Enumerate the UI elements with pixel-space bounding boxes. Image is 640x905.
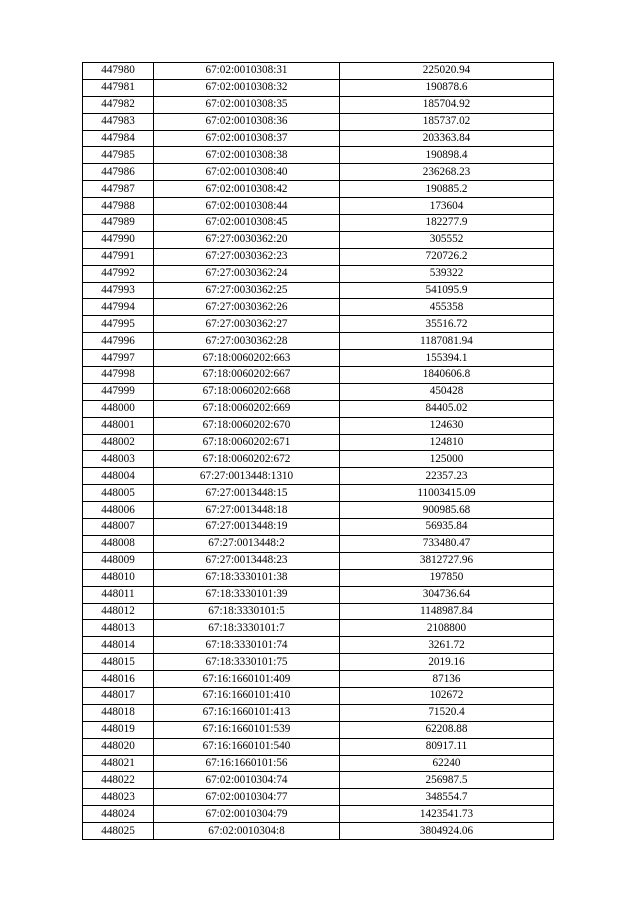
cadastral-value-cell: 155394.1 bbox=[340, 350, 554, 367]
row-id-cell: 447992 bbox=[83, 265, 154, 282]
table-row bbox=[83, 519, 554, 536]
row-id-cell: 447999 bbox=[83, 383, 154, 400]
table-row bbox=[83, 434, 554, 451]
cadastral-value-cell: 80917.11 bbox=[340, 738, 554, 755]
row-id-cell: 448018 bbox=[83, 704, 154, 721]
cadastral-number-cell: 67:27:0030362:25 bbox=[154, 282, 340, 299]
cadastral-number-cell: 67:16:1660101:540 bbox=[154, 738, 340, 755]
cadastral-value-cell: 256987.5 bbox=[340, 772, 554, 789]
row-id-cell: 448017 bbox=[83, 687, 154, 704]
cadastral-number-cell: 67:18:3330101:7 bbox=[154, 620, 340, 637]
cadastral-value-cell: 304736.64 bbox=[340, 586, 554, 603]
row-id-cell: 447980 bbox=[83, 63, 154, 80]
table-row bbox=[83, 620, 554, 637]
cadastral-number-cell: 67:02:0010308:38 bbox=[154, 147, 340, 164]
cadastral-value-cell: 305552 bbox=[340, 231, 554, 248]
cadastral-value-cell: 900985.68 bbox=[340, 502, 554, 519]
cadastral-number-cell: 67:16:1660101:413 bbox=[154, 704, 340, 721]
table-row bbox=[83, 282, 554, 299]
cadastral-number-cell: 67:18:3330101:5 bbox=[154, 603, 340, 620]
cadastral-value-cell: 541095.9 bbox=[340, 282, 554, 299]
cadastral-number-cell: 67:18:3330101:38 bbox=[154, 569, 340, 586]
row-id-cell: 448019 bbox=[83, 721, 154, 738]
row-id-cell: 448010 bbox=[83, 569, 154, 586]
cadastral-number-cell: 67:27:0030362:26 bbox=[154, 299, 340, 316]
cadastral-value-cell: 203363.84 bbox=[340, 130, 554, 147]
cadastral-value-cell: 225020.94 bbox=[340, 63, 554, 80]
row-id-cell: 448009 bbox=[83, 552, 154, 569]
cadastral-value-cell: 1423541.73 bbox=[340, 806, 554, 823]
row-id-cell: 447982 bbox=[83, 96, 154, 113]
cadastral-value-cell: 2019.16 bbox=[340, 654, 554, 671]
table-row bbox=[83, 823, 554, 840]
table-row bbox=[83, 215, 554, 232]
cadastral-number-cell: 67:27:0030362:28 bbox=[154, 333, 340, 350]
table-row bbox=[83, 400, 554, 417]
cadastral-value-cell: 56935.84 bbox=[340, 519, 554, 536]
row-id-cell: 448016 bbox=[83, 671, 154, 688]
cadastral-value-table bbox=[82, 62, 554, 840]
cadastral-number-cell: 67:02:0010304:79 bbox=[154, 806, 340, 823]
cadastral-number-cell: 67:18:0060202:663 bbox=[154, 350, 340, 367]
cadastral-number-cell: 67:27:0013448:15 bbox=[154, 485, 340, 502]
table-row bbox=[83, 738, 554, 755]
cadastral-number-cell: 67:27:0013448:18 bbox=[154, 502, 340, 519]
table-row bbox=[83, 79, 554, 96]
row-id-cell: 448011 bbox=[83, 586, 154, 603]
cadastral-value-cell: 185737.02 bbox=[340, 113, 554, 130]
table-row bbox=[83, 671, 554, 688]
row-id-cell: 448023 bbox=[83, 789, 154, 806]
cadastral-number-cell: 67:16:1660101:409 bbox=[154, 671, 340, 688]
cadastral-number-cell: 67:18:0060202:667 bbox=[154, 367, 340, 384]
cadastral-number-cell: 67:02:0010308:42 bbox=[154, 181, 340, 198]
row-id-cell: 448001 bbox=[83, 417, 154, 434]
row-id-cell: 447993 bbox=[83, 282, 154, 299]
row-id-cell: 448002 bbox=[83, 434, 154, 451]
row-id-cell: 448021 bbox=[83, 755, 154, 772]
row-id-cell: 447998 bbox=[83, 367, 154, 384]
cadastral-number-cell: 67:02:0010308:36 bbox=[154, 113, 340, 130]
cadastral-value-cell: 2108800 bbox=[340, 620, 554, 637]
cadastral-number-cell: 67:02:0010308:45 bbox=[154, 215, 340, 232]
table-row bbox=[83, 265, 554, 282]
cadastral-number-cell: 67:02:0010304:74 bbox=[154, 772, 340, 789]
row-id-cell: 447988 bbox=[83, 198, 154, 215]
row-id-cell: 448022 bbox=[83, 772, 154, 789]
table-row bbox=[83, 755, 554, 772]
cadastral-value-cell: 190898.4 bbox=[340, 147, 554, 164]
cadastral-number-cell: 67:27:0013448:1310 bbox=[154, 468, 340, 485]
row-id-cell: 448014 bbox=[83, 637, 154, 654]
cadastral-value-cell: 3261.72 bbox=[340, 637, 554, 654]
cadastral-number-cell: 67:16:1660101:56 bbox=[154, 755, 340, 772]
table-row bbox=[83, 147, 554, 164]
cadastral-value-cell: 62208.88 bbox=[340, 721, 554, 738]
row-id-cell: 448006 bbox=[83, 502, 154, 519]
row-id-cell: 447981 bbox=[83, 79, 154, 96]
row-id-cell: 448020 bbox=[83, 738, 154, 755]
cadastral-number-cell: 67:16:1660101:410 bbox=[154, 687, 340, 704]
row-id-cell: 447996 bbox=[83, 333, 154, 350]
table-row bbox=[83, 721, 554, 738]
row-id-cell: 448007 bbox=[83, 519, 154, 536]
cadastral-value-cell: 455358 bbox=[340, 299, 554, 316]
row-id-cell: 447984 bbox=[83, 130, 154, 147]
cadastral-number-cell: 67:18:0060202:671 bbox=[154, 434, 340, 451]
table-row bbox=[83, 485, 554, 502]
row-id-cell: 447997 bbox=[83, 350, 154, 367]
cadastral-value-cell: 173604 bbox=[340, 198, 554, 215]
cadastral-value-cell: 1187081.94 bbox=[340, 333, 554, 350]
row-id-cell: 447986 bbox=[83, 164, 154, 181]
cadastral-number-cell: 67:18:0060202:670 bbox=[154, 417, 340, 434]
table-row bbox=[83, 806, 554, 823]
cadastral-number-cell: 67:02:0010304:77 bbox=[154, 789, 340, 806]
cadastral-value-cell: 190878.6 bbox=[340, 79, 554, 96]
cadastral-number-cell: 67:18:3330101:74 bbox=[154, 637, 340, 654]
cadastral-value-cell: 124630 bbox=[340, 417, 554, 434]
table-row bbox=[83, 569, 554, 586]
cadastral-value-cell: 733480.47 bbox=[340, 535, 554, 552]
cadastral-value-cell: 35516.72 bbox=[340, 316, 554, 333]
table-row bbox=[83, 316, 554, 333]
row-id-cell: 447987 bbox=[83, 181, 154, 198]
row-id-cell: 447995 bbox=[83, 316, 154, 333]
table-row bbox=[83, 333, 554, 350]
table-row bbox=[83, 367, 554, 384]
row-id-cell: 447985 bbox=[83, 147, 154, 164]
table-row bbox=[83, 113, 554, 130]
table-row bbox=[83, 789, 554, 806]
cadastral-number-cell: 67:18:3330101:39 bbox=[154, 586, 340, 603]
cadastral-value-cell: 348554.7 bbox=[340, 789, 554, 806]
cadastral-value-cell: 3812727.96 bbox=[340, 552, 554, 569]
table-row bbox=[83, 96, 554, 113]
table-row bbox=[83, 248, 554, 265]
cadastral-number-cell: 67:02:0010308:44 bbox=[154, 198, 340, 215]
row-id-cell: 448008 bbox=[83, 535, 154, 552]
table-row bbox=[83, 704, 554, 721]
cadastral-number-cell: 67:02:0010308:32 bbox=[154, 79, 340, 96]
cadastral-value-cell: 22357.23 bbox=[340, 468, 554, 485]
table-row bbox=[83, 383, 554, 400]
cadastral-value-cell: 185704.92 bbox=[340, 96, 554, 113]
row-id-cell: 448015 bbox=[83, 654, 154, 671]
table-row bbox=[83, 654, 554, 671]
row-id-cell: 448012 bbox=[83, 603, 154, 620]
cadastral-number-cell: 67:18:3330101:75 bbox=[154, 654, 340, 671]
cadastral-value-cell: 87136 bbox=[340, 671, 554, 688]
cadastral-value-cell: 125000 bbox=[340, 451, 554, 468]
cadastral-value-cell: 720726.2 bbox=[340, 248, 554, 265]
cadastral-value-cell: 190885.2 bbox=[340, 181, 554, 198]
cadastral-value-cell: 197850 bbox=[340, 569, 554, 586]
cadastral-value-cell: 102672 bbox=[340, 687, 554, 704]
cadastral-value-cell: 11003415.09 bbox=[340, 485, 554, 502]
table-row bbox=[83, 63, 554, 80]
cadastral-value-cell: 62240 bbox=[340, 755, 554, 772]
table-row bbox=[83, 502, 554, 519]
cadastral-number-cell: 67:02:0010304:8 bbox=[154, 823, 340, 840]
cadastral-number-cell: 67:02:0010308:35 bbox=[154, 96, 340, 113]
cadastral-value-cell: 450428 bbox=[340, 383, 554, 400]
cadastral-value-cell: 84405.02 bbox=[340, 400, 554, 417]
cadastral-number-cell: 67:27:0030362:27 bbox=[154, 316, 340, 333]
row-id-cell: 447990 bbox=[83, 231, 154, 248]
table-row bbox=[83, 586, 554, 603]
cadastral-value-cell: 3804924.06 bbox=[340, 823, 554, 840]
table-row bbox=[83, 603, 554, 620]
cadastral-number-cell: 67:27:0030362:24 bbox=[154, 265, 340, 282]
row-id-cell: 448024 bbox=[83, 806, 154, 823]
table-row bbox=[83, 417, 554, 434]
table-row bbox=[83, 552, 554, 569]
cadastral-number-cell: 67:02:0010308:37 bbox=[154, 130, 340, 147]
row-id-cell: 447989 bbox=[83, 215, 154, 232]
table-row bbox=[83, 198, 554, 215]
row-id-cell: 447991 bbox=[83, 248, 154, 265]
cadastral-value-cell: 1840606.8 bbox=[340, 367, 554, 384]
cadastral-number-cell: 67:18:0060202:669 bbox=[154, 400, 340, 417]
table-row bbox=[83, 164, 554, 181]
row-id-cell: 448013 bbox=[83, 620, 154, 637]
cadastral-value-cell: 71520.4 bbox=[340, 704, 554, 721]
table-row bbox=[83, 451, 554, 468]
table-row bbox=[83, 687, 554, 704]
cadastral-value-cell: 236268.23 bbox=[340, 164, 554, 181]
row-id-cell: 448005 bbox=[83, 485, 154, 502]
cadastral-value-cell: 124810 bbox=[340, 434, 554, 451]
table-row bbox=[83, 468, 554, 485]
row-id-cell: 447994 bbox=[83, 299, 154, 316]
cadastral-value-cell: 539322 bbox=[340, 265, 554, 282]
cadastral-number-cell: 67:02:0010308:31 bbox=[154, 63, 340, 80]
table-body bbox=[83, 63, 554, 840]
table-row bbox=[83, 181, 554, 198]
cadastral-number-cell: 67:27:0030362:23 bbox=[154, 248, 340, 265]
row-id-cell: 447983 bbox=[83, 113, 154, 130]
table-row bbox=[83, 350, 554, 367]
row-id-cell: 448000 bbox=[83, 400, 154, 417]
cadastral-number-cell: 67:27:0013448:23 bbox=[154, 552, 340, 569]
cadastral-number-cell: 67:02:0010308:40 bbox=[154, 164, 340, 181]
row-id-cell: 448003 bbox=[83, 451, 154, 468]
row-id-cell: 448025 bbox=[83, 823, 154, 840]
table-row bbox=[83, 130, 554, 147]
cadastral-value-cell: 182277.9 bbox=[340, 215, 554, 232]
cadastral-number-cell: 67:27:0013448:2 bbox=[154, 535, 340, 552]
cadastral-number-cell: 67:27:0013448:19 bbox=[154, 519, 340, 536]
table-row bbox=[83, 231, 554, 248]
table-row bbox=[83, 535, 554, 552]
cadastral-value-cell: 1148987.84 bbox=[340, 603, 554, 620]
table-row bbox=[83, 772, 554, 789]
cadastral-number-cell: 67:16:1660101:539 bbox=[154, 721, 340, 738]
row-id-cell: 448004 bbox=[83, 468, 154, 485]
cadastral-number-cell: 67:27:0030362:20 bbox=[154, 231, 340, 248]
cadastral-number-cell: 67:18:0060202:672 bbox=[154, 451, 340, 468]
table-row bbox=[83, 637, 554, 654]
table-row bbox=[83, 299, 554, 316]
cadastral-number-cell: 67:18:0060202:668 bbox=[154, 383, 340, 400]
